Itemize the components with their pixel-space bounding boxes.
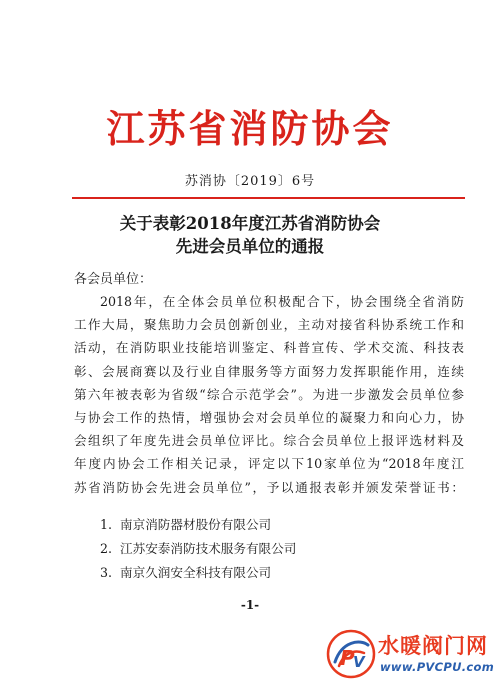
body-line: 会组织了年度先进会员单位评比。综合会员单位上报评选材料及: [74, 433, 464, 449]
notice-title-line: 先进会员单位的通报: [175, 237, 325, 256]
award-unit-number: 2.: [100, 541, 113, 556]
award-unit-name: 南京消防器材股份有限公司: [120, 517, 272, 532]
body-line: 与协会工作的热情，增强协会对会员单位的凝聚力和向心力，协: [74, 410, 464, 426]
page-number: -1-: [240, 598, 260, 612]
award-unit-item: [100, 537, 296, 561]
award-unit-number: 3.: [100, 565, 113, 580]
watermark-site-name: 水暖阀门网: [378, 634, 488, 658]
watermark-url: www.PVCPU.com: [380, 660, 495, 674]
body-line: 年度内协会工作相关记录，评定以下10家单位为“2018年度江: [74, 456, 464, 472]
award-unit-number: 1.: [100, 517, 113, 532]
award-unit-item: [100, 561, 296, 585]
award-unit-item: [100, 513, 296, 537]
svg-text:V: V: [353, 653, 365, 671]
body-line: 第六年被表彰为省级“综合示范学会”。为进一步激发会员单位参: [74, 386, 464, 402]
header-divider: [72, 197, 465, 199]
body-paragraph: [74, 290, 464, 499]
site-watermark: [318, 627, 500, 683]
body-line: 活动，在消防职业技能培训鉴定、科普宣传、学术交流、科技表: [74, 340, 464, 356]
notice-title-line: 关于表彰2018年度江苏省消防协会: [119, 214, 381, 233]
award-unit-list: [100, 513, 296, 585]
pv-logo-icon: [326, 629, 376, 679]
org-title: 江苏省消防协会: [106, 106, 394, 151]
svg-text:P: P: [340, 646, 355, 670]
body-line: 彰、会展商赛以及行业自律服务等方面努力发挥职能作用，连续: [74, 363, 464, 379]
notice-title: [0, 212, 500, 258]
award-unit-name: 江苏安泰消防技术服务有限公司: [120, 541, 297, 556]
body-line: 苏省消防协会先进会员单位”，予以通报表彰并颁发荣誉证书：: [74, 479, 464, 495]
body-line: 工作大局，聚焦助力会员创新创业，主动对接省科协系统工作和: [74, 317, 464, 333]
doc-number: 苏消协〔2019〕6号: [184, 174, 316, 189]
body-line: 2018年，在全体会员单位积极配合下，协会围绕全省消防: [100, 294, 464, 309]
award-unit-name: 南京久润安全科技有限公司: [120, 565, 272, 580]
salutation: 各会员单位：: [74, 272, 153, 287]
